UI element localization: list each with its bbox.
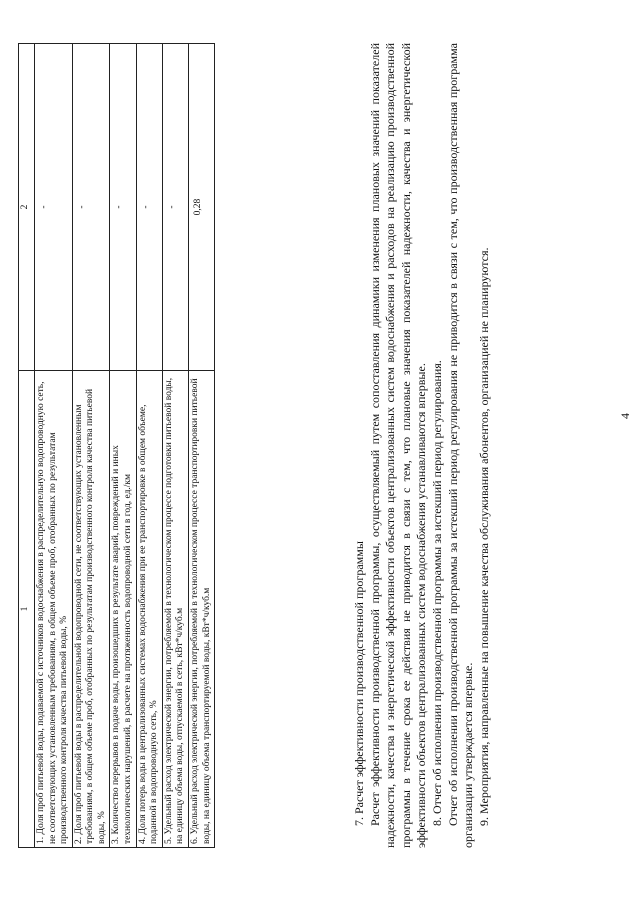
section-9-title: 9. Мероприятия, направленные на повышение качества обслуживания абонентов, организацией не планируются. xyxy=(476,247,491,826)
indicator-cell: 2. Доля проб питьевой воды в распределительной водопроводной сети, не соответствующих установленным требованиям, в общем объеме проб, отобранных по результатам производственного контроля качества питьевой воды, % xyxy=(72,371,110,848)
section-8-title: 8. Отчет об исполнении производственной программы за истекший период регулирования. xyxy=(429,360,444,826)
value-cell: 0,28 xyxy=(188,44,214,371)
table-header-row xyxy=(19,44,35,848)
table-row xyxy=(188,44,214,848)
table-row xyxy=(162,44,188,848)
indicator-cell: 3. Количество перерывов в подаче воды, произошедших в результате аварий, повреждений и иных технологических нарушений, в расчете на протяженность водопроводной сети в год, ед./км xyxy=(110,371,136,848)
indicator-cell: 6. Удельный расход электрической энергии, потребляемой в технологическом процессе транспортировки питьевой воды, на единицу объема транспортируемой воды, кВт*ч/куб.м xyxy=(188,371,214,848)
indicator-cell: 5. Удельный расход электрической энергии, потребляемой в технологическом процессе подготовки питьевой воды, на единицу объема воды, отпускаемой в сеть, кВт*ч/куб.м xyxy=(162,371,188,848)
table-row xyxy=(110,44,136,848)
section-7-text: Расчет эффективности производственной программы, осуществляемый путем сопоставления динамики изменения плановых значений показателей надежности, качества и энергетической эффективности объектов централизованных систем водоснабжения и расходов на реализацию производственной программы в течение срока ее действия не приводится в связи с тем, что плановые значения показателей надежности, качества и энергетической эффективности объектов централизованных систем водоснабжения устанавливаются впервые. xyxy=(367,43,429,848)
indicator-cell: 4. Доля потерь воды в централизованных системах водоснабжения при ее транспортировке в общем объеме, поданной в водопроводную сеть, % xyxy=(136,371,162,848)
table-header-cell: 2 xyxy=(19,44,35,371)
section-7-title: 7. Расчет эффективности производственной программы xyxy=(352,541,366,826)
value-cell: - xyxy=(35,44,73,371)
value-cell: - xyxy=(72,44,110,371)
indicators-table xyxy=(18,43,215,848)
value-cell: - xyxy=(162,44,188,371)
value-cell: - xyxy=(110,44,136,371)
table-row xyxy=(35,44,73,848)
page-number: 4 xyxy=(618,413,632,419)
indicator-cell: 1. Доля проб питьевой воды, подаваемой с источников водоснабжения в распределительную водопроводную сеть, не соответствующих установленным требованиям, в общем объеме проб, отобранных по результатам производственного контроля качества питьевой воды, % xyxy=(35,371,73,848)
table-row xyxy=(72,44,110,848)
section-8-text: Отчет об исполнении производственной программы за истекший период регулирования не приводится в связи с тем, что производственная программа организации утверждается впервые. xyxy=(445,43,476,848)
value-cell: - xyxy=(136,44,162,371)
table-row xyxy=(136,44,162,848)
table-header-cell: 1 xyxy=(19,371,35,848)
document-sections xyxy=(352,43,492,848)
